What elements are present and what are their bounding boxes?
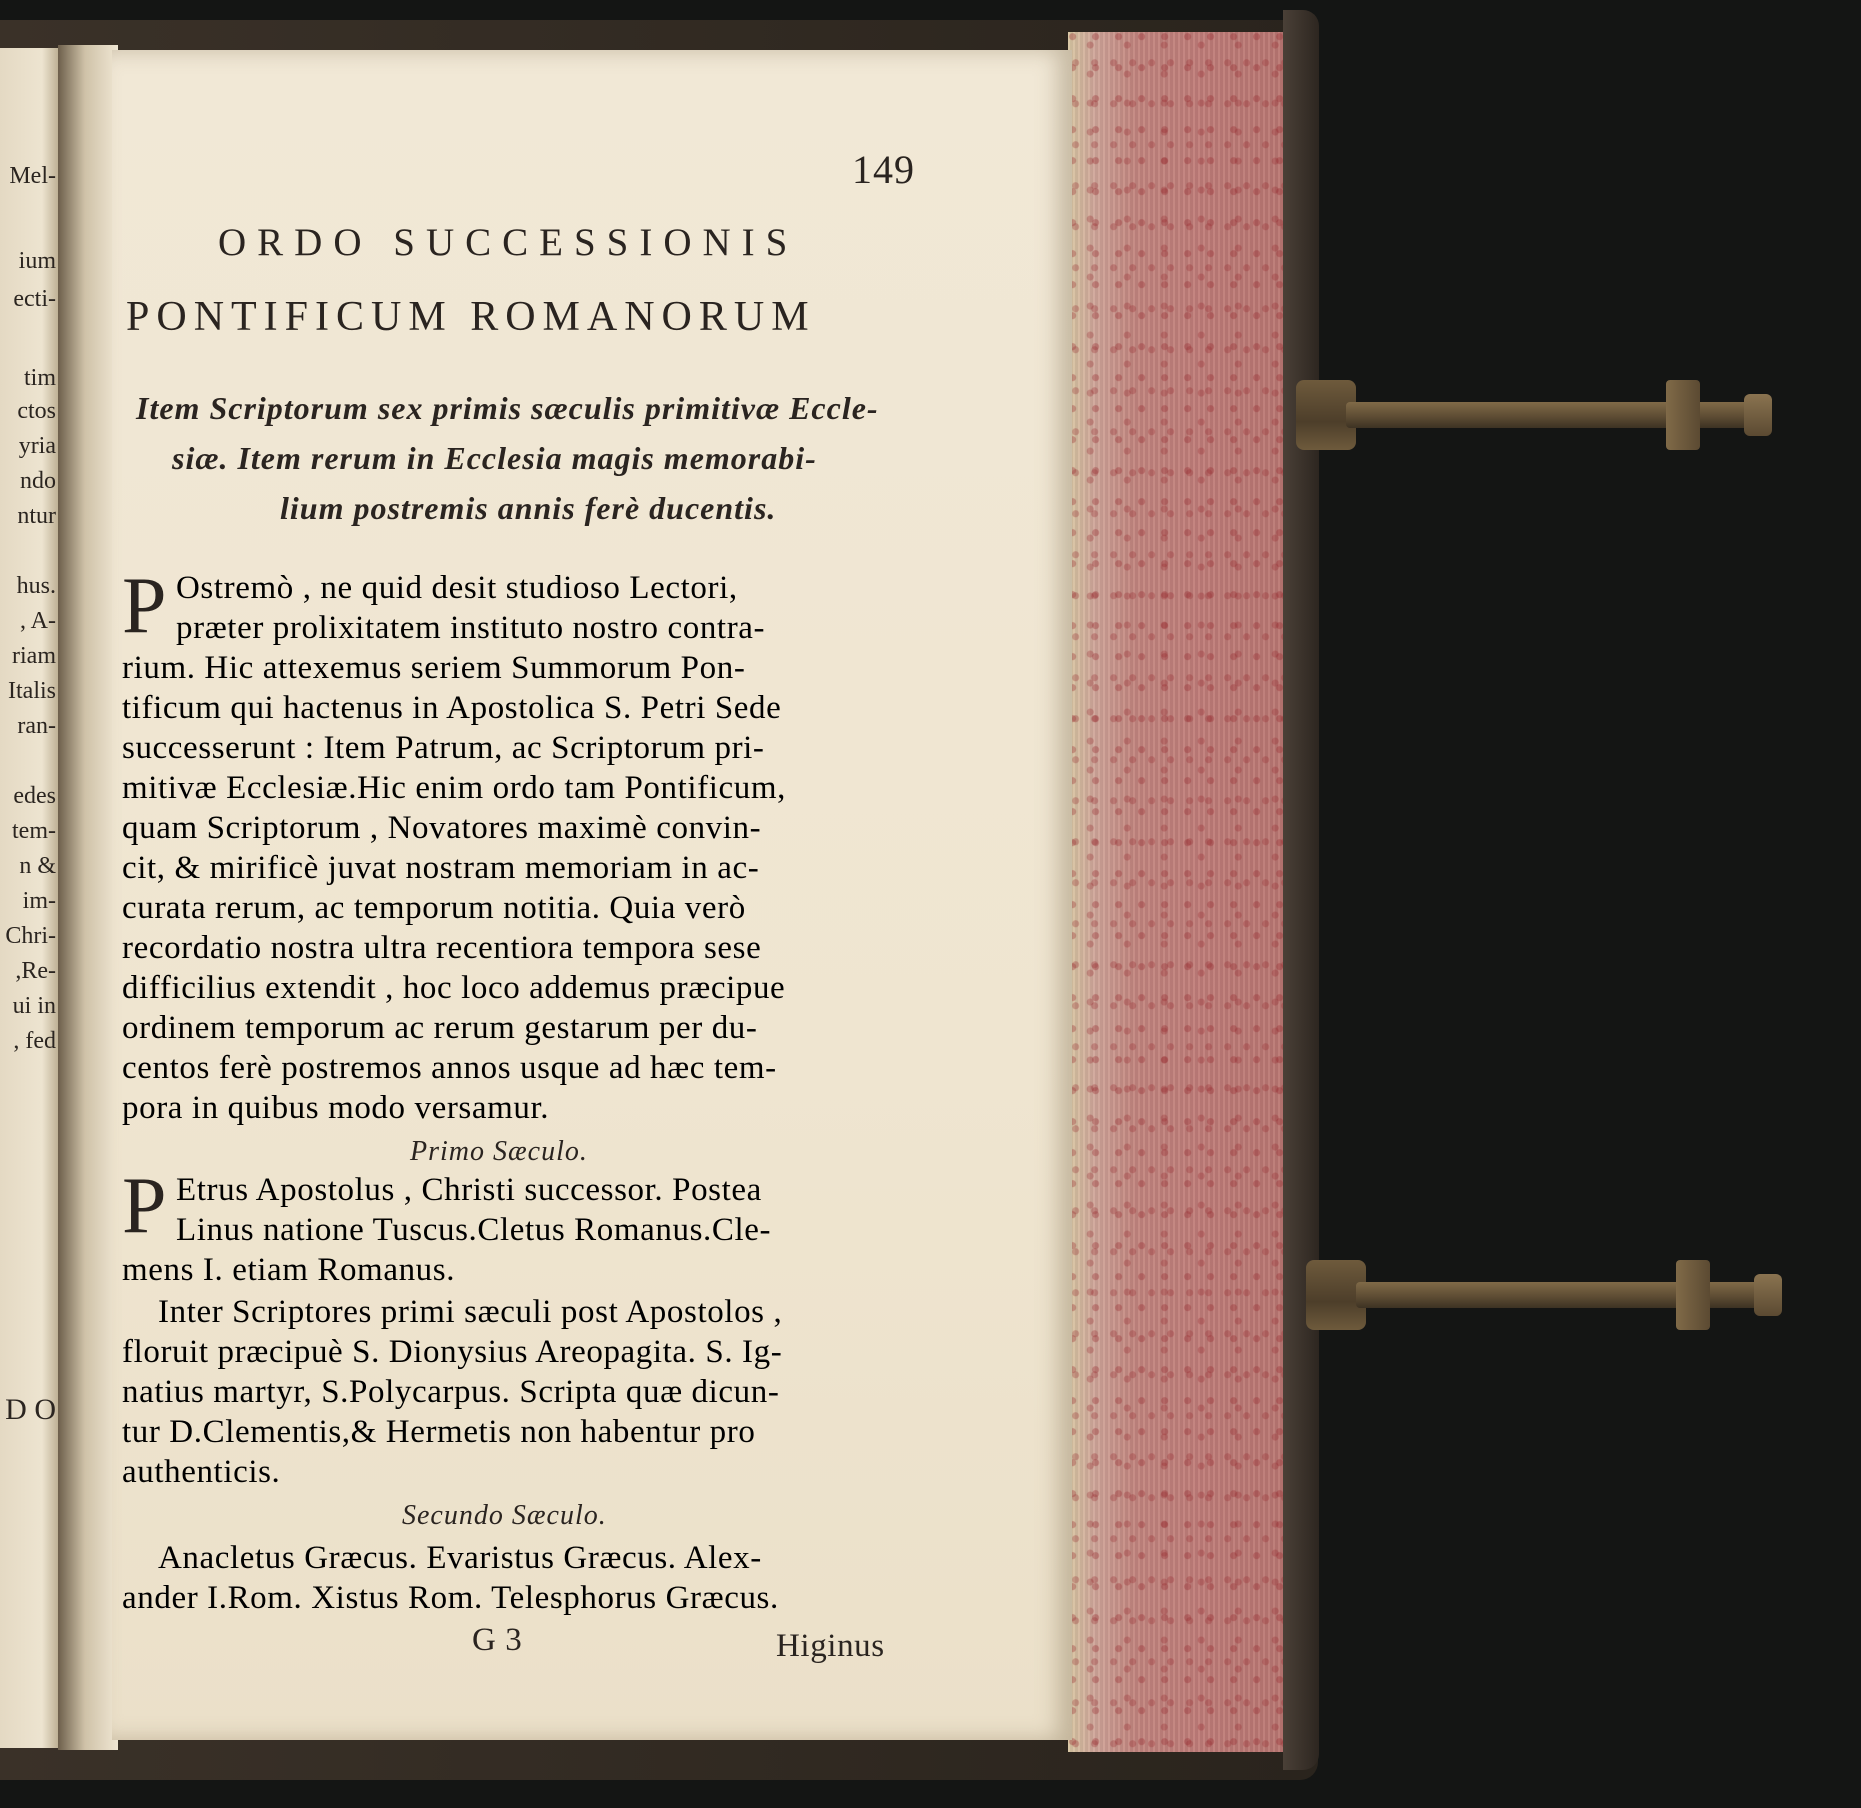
title-line-2: PONTIFICUM ROMANORUM: [126, 294, 816, 340]
left-fragment: n &: [19, 853, 56, 879]
left-fragment: riam: [12, 643, 56, 669]
text-line: successerunt : Item Patrum, ac Scriptorum pri-: [122, 730, 765, 766]
text-line: Linus natione Tuscus.Cletus Romanus.Cle-: [176, 1212, 772, 1248]
left-fragment: ctos: [17, 398, 56, 424]
left-fragment: ecti-: [13, 286, 56, 312]
left-fragment: , fed: [13, 1028, 56, 1054]
subtitle-line: siæ. Item rerum in Ecclesia magis memorabi-: [172, 440, 817, 476]
left-fragment: yria: [18, 433, 56, 459]
drop-cap: P: [122, 562, 167, 650]
text-line: quam Scriptorum , Novatores maximè convin-: [122, 810, 762, 846]
text-line: mens I. etiam Romanus.: [122, 1252, 456, 1288]
text-line: Etrus Apostolus , Christi successor. Postea: [176, 1172, 762, 1208]
left-fragment: ran-: [17, 713, 56, 739]
text-line: natius martyr, S.Polycarpus. Scripta quæ dicun-: [122, 1374, 780, 1410]
page-number: 149: [852, 147, 915, 192]
text-line: authenticis.: [122, 1454, 281, 1490]
text-line: ander I.Rom. Xistus Rom. Telesphorus Græcus.: [122, 1580, 779, 1616]
book-gutter: [58, 45, 118, 1750]
left-fragment: ndo: [20, 468, 56, 494]
left-fragment: , A-: [20, 608, 56, 634]
title-line-1: ORDO SUCCESSIONIS: [218, 221, 799, 264]
left-fragment: Italis: [8, 678, 56, 704]
left-fragment: Chri-: [5, 923, 56, 949]
lower-clasp: [1306, 1260, 1796, 1330]
text-line: mitivæ Ecclesiæ.Hic enim ordo tam Pontificum,: [122, 770, 786, 806]
cover-edge: [1283, 10, 1319, 1770]
text-line: centos ferè postremos annos usque ad hæc tem-: [122, 1050, 777, 1086]
text-line: Inter Scriptores primi sæculi post Apostolos ,: [158, 1294, 783, 1330]
catchword: Higinus: [776, 1628, 885, 1664]
left-fragment: ui in: [12, 993, 56, 1019]
left-fragment: im-: [22, 888, 56, 914]
right-page: [112, 50, 1072, 1740]
left-fragment: ntur: [17, 503, 56, 529]
left-fragment: Mel-: [9, 163, 56, 189]
drop-cap: P: [122, 1162, 167, 1250]
text-line: difficilius extendit , hoc loco addemus præcipue: [122, 970, 786, 1006]
text-line: floruit præcipuè S. Dionysius Areopagita. S. Ig-: [122, 1334, 783, 1370]
text-line: recordatio nostra ultra recentiora tempora sese: [122, 930, 762, 966]
subtitle-line: Item Scriptorum sex primis sæculis primitivæ Eccle-: [136, 390, 879, 426]
left-fragment: tem-: [12, 818, 56, 844]
text-line: tur D.Clementis,& Hermetis non habentur pro: [122, 1414, 756, 1450]
text-line: Ostremò , ne quid desit studioso Lectori,: [176, 570, 738, 606]
section-heading: Secundo Sæculo.: [402, 1500, 607, 1531]
left-fragment: ,Re-: [15, 958, 56, 984]
subtitle-line: lium postremis annis ferè ducentis.: [280, 490, 777, 526]
left-fragment: hus.: [16, 573, 56, 599]
text-line: præter prolixitatem instituto nostro contra-: [176, 610, 766, 646]
left-fragment: edes: [13, 783, 56, 809]
upper-clasp: [1296, 380, 1786, 450]
text-line: curata rerum, ac temporum notitia. Quia verò: [122, 890, 746, 926]
text-line: cit, & mirificè juvat nostram memoriam in ac-: [122, 850, 760, 886]
text-line: Anacletus Græcus. Evaristus Græcus. Alex-: [158, 1540, 762, 1576]
text-line: tificum qui hactenus in Apostolica S. Petri Sede: [122, 690, 782, 726]
left-fragment: tim: [23, 365, 56, 391]
left-fragment: D O: [5, 1393, 56, 1426]
left-page-edge: [0, 48, 60, 1748]
left-fragment: ium: [18, 248, 56, 274]
signature-mark: G 3: [472, 1622, 523, 1658]
text-line: ordinem temporum ac rerum gestarum per du-: [122, 1010, 758, 1046]
text-line: pora in quibus modo versamur.: [122, 1090, 550, 1126]
page-edges: [1068, 32, 1290, 1752]
section-heading: Primo Sæculo.: [410, 1136, 588, 1167]
text-line: rium. Hic attexemus seriem Summorum Pon-: [122, 650, 746, 686]
